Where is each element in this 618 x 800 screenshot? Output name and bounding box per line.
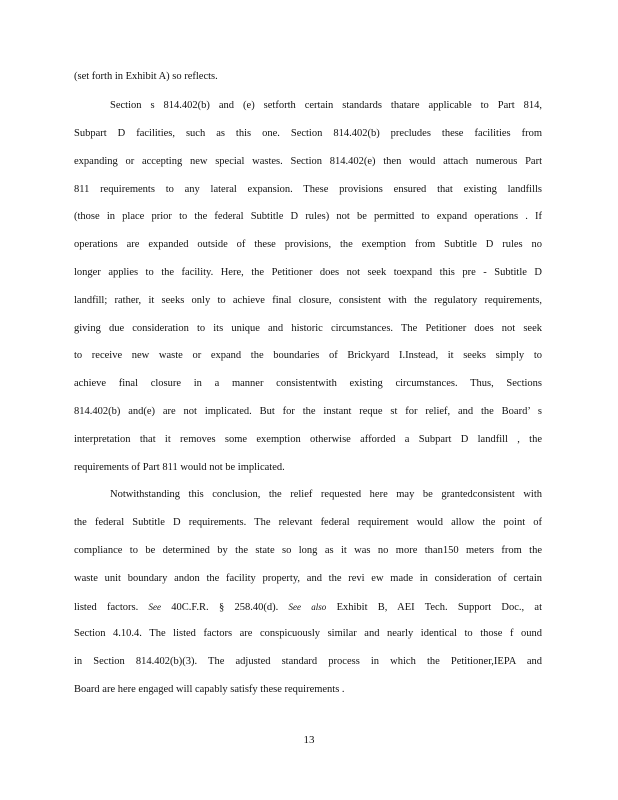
text-line: Section s 814.402(b) and (e) setforth certain standards thatare applicable to Part 814, [110, 100, 542, 111]
text-line: Board are here engaged will capably satisfy these requirements . [74, 684, 345, 695]
text-line: the federal Subtitle D requirements. The relevant federal requirement would allow the point of [74, 517, 542, 528]
text-segment: listed factors. [74, 602, 139, 613]
text-line: waste unit boundary andon the facility property, and the revi ew made in consideration of certain [74, 573, 542, 584]
text-line: achieve final closure in a manner consistentwith existing circumstances. Thus, Sections [74, 378, 542, 389]
text-line: (those in place prior to the federal Subtitle D rules) not be permitted to expand operations . If [74, 211, 542, 222]
text-line: interpretation that it removes some exemption otherwise afforded a Subpart D landfill , the [74, 434, 542, 445]
text-line: operations are expanded outside of these provisions, the exemption from Subtitle D rules no [74, 239, 542, 250]
text-line: to receive new waste or expand the boundaries of Brickyard I.Instead, it seeks simply to [74, 350, 542, 361]
text-line: (set forth in Exhibit A) so reflects. [74, 71, 218, 82]
text-segment: Exhibit B, AEI Tech. Support Doc., at [336, 602, 542, 613]
text-line: Section 4.10.4. The listed factors are conspicuously similar and nearly identical to those f ound [74, 628, 542, 639]
text-line: 814.402(b) and(e) are not implicated. But for the instant reque st for relief, and the Board’ s [74, 406, 542, 417]
text-line: expanding or accepting new special wastes. Section 814.402(e) then would attach numerous Part [74, 156, 542, 167]
text-line: Subpart D facilities, such as this one. Section 814.402(b) precludes these facilities from [74, 128, 542, 139]
text-segment: 40C.F.R. § 258.40(d). [171, 602, 279, 613]
text-line: in Section 814.402(b)(3). The adjusted standard process in which the Petitioner,IEPA and [74, 656, 542, 667]
text-line: landfill; rather, it seeks only to achieve final closure, consistent with the regulatory requirements, [74, 295, 542, 306]
text-line: 811 requirements to any lateral expansion. These provisions ensured that existing landfills [74, 184, 542, 195]
text-line-with-citations [74, 599, 542, 615]
page-number: 13 [303, 734, 315, 746]
text-line: compliance to be determined by the state so long as it was no more than150 meters from the [74, 545, 542, 556]
citation-signal: also [311, 602, 327, 612]
text-line: requirements of Part 811 would not be implicated. [74, 462, 285, 473]
text-line: longer applies to the facility. Here, the Petitioner does not seek toexpand this pre - Subtitle D [74, 267, 542, 278]
text-line: Notwithstanding this conclusion, the relief requested here may be grantedconsistent with [110, 489, 542, 500]
citation-signal: See [288, 602, 302, 612]
citation-signal: See [148, 602, 162, 612]
text-line: giving due consideration to its unique and historic circumstances. The Petitioner does not seek [74, 323, 542, 334]
